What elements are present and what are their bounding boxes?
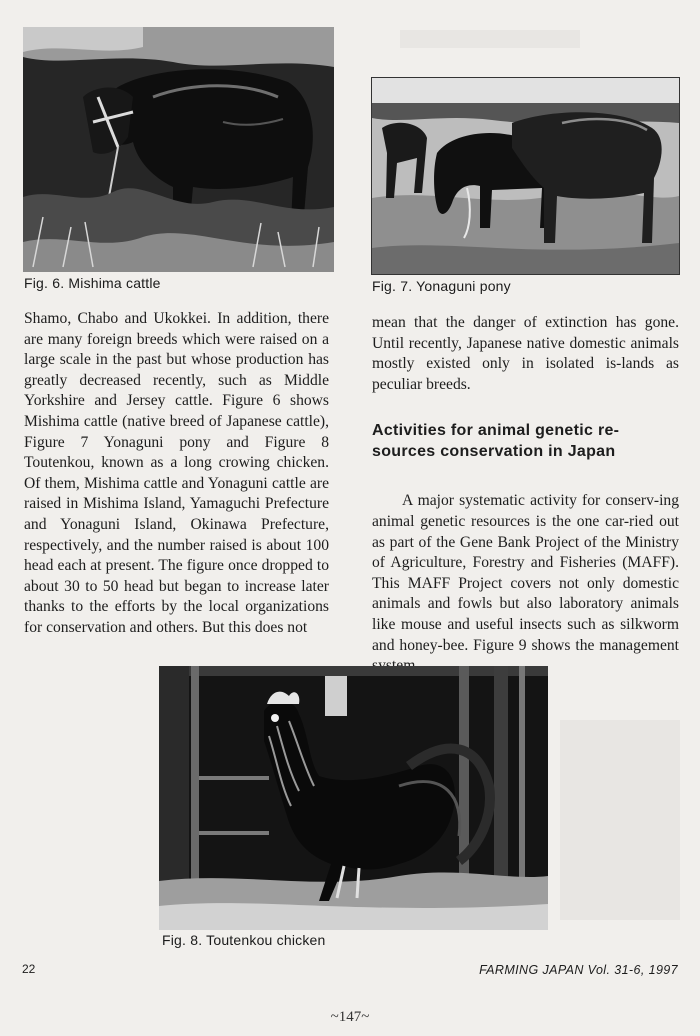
yonaguni-pony-photo bbox=[371, 77, 680, 275]
body-paragraph: A major systematic activity for conserv-ing animal genetic resources is the one car-ried out as part of the Gene Bank Project of the Ministry of Agriculture, Forestry and Fisheries (MAFF). This MAFF Project covers not only domestic animals and fowls but also laboratory animals like mouse and useful insects such as silkworm and honey-bee. Figure 9 shows the management bbox=[372, 492, 679, 654]
body-paragraph: Shamo, Chabo and Ukokkei. In addition, there are many foreign breeds which were raised on a large scale in the past but whose production has greatly decreased recently, such as Middle Yorkshire and Jersey cattle. Figure 6 shows Mishima cattle (native breed of Japanese cattle), Figure 7 Yonaguni pony and Figure 8 Toutenkou, known as a long crowing chicken. Of them, Mishima cattle and Yonaguni cattle are raised in Mishima Island, Yamaguchi Prefecture and Yonaguni Island, Okinawa Prefecture, respectively, and the number raised is about 100 head each at present. The figure once dropped to about 30 to 50 head but began to increase later thanks to the efforts by the local organizations for conservation and others. But this does not bbox=[24, 310, 329, 636]
left-column bbox=[24, 309, 329, 639]
section-heading: Activities for animal genetic re-sources conservation in Japan bbox=[372, 422, 620, 461]
toutenkou-chicken-photo bbox=[159, 666, 548, 930]
journal-citation: FARMING JAPAN Vol. 31-6, 1997 bbox=[479, 963, 678, 977]
right-column bbox=[372, 313, 679, 677]
fig8-caption: Fig. 8. Toutenkou chicken bbox=[162, 932, 326, 948]
body-paragraph: mean that the danger of extinction has gone. Until recently, Japanese native domestic animals mostly existed only in isolated is-lands as peculiar breeds. bbox=[372, 314, 679, 393]
folio-number: ~147~ bbox=[330, 1009, 370, 1025]
fig7-caption: Fig. 7. Yonaguni pony bbox=[372, 278, 511, 294]
fig6-caption: Fig. 6. Mishima cattle bbox=[24, 275, 161, 291]
page-number: 22 bbox=[22, 962, 36, 976]
mishima-cattle-photo bbox=[23, 27, 334, 272]
